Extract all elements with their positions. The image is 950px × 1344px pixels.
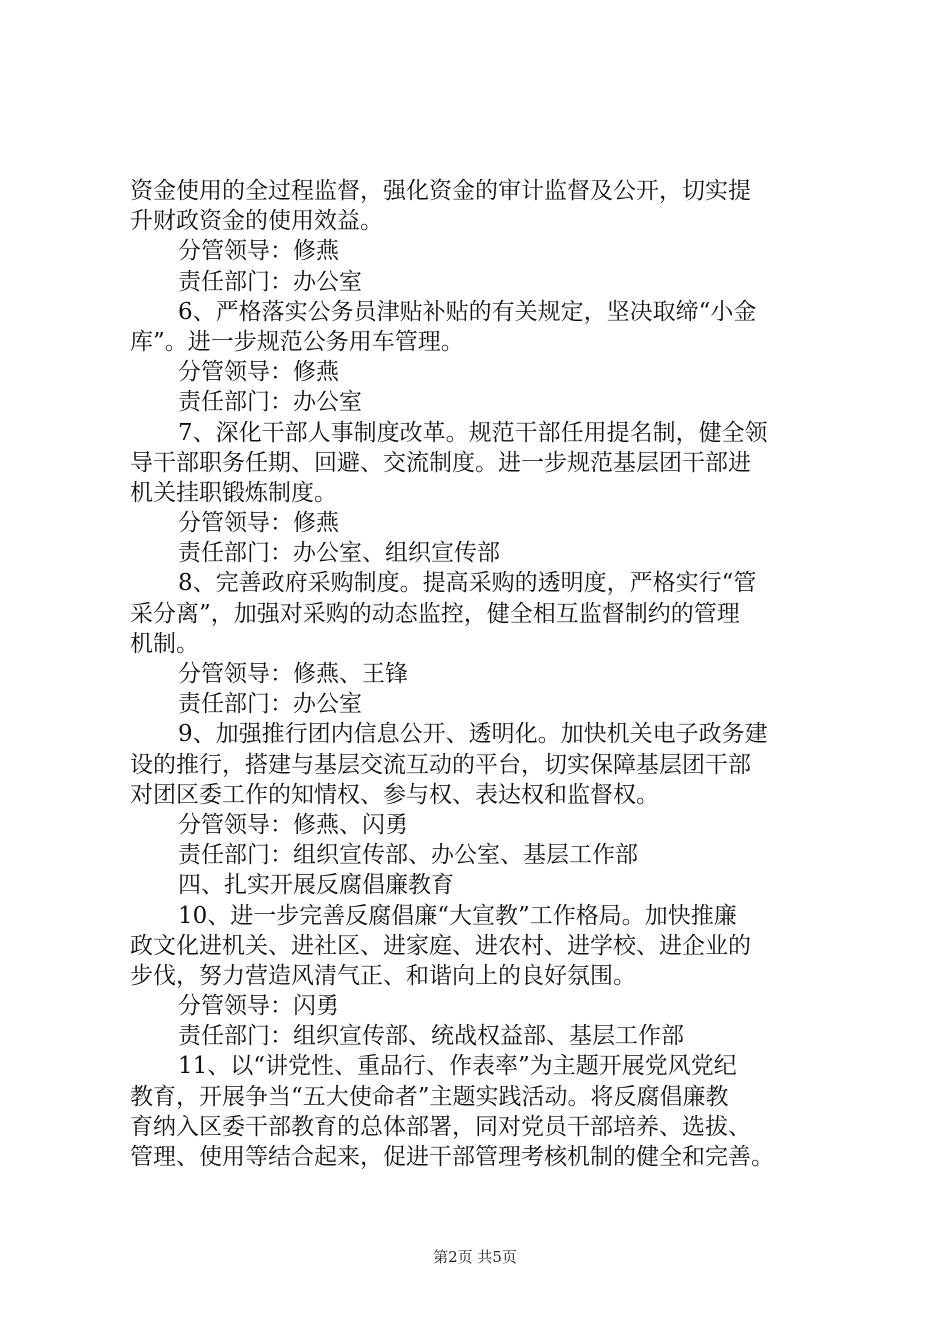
text-line: 责任部门：组织宣传部、办公室、基层工作部 bbox=[178, 842, 638, 869]
text-line: 8、完善政府采购制度。提高采购的透明度，严格实行“管 bbox=[178, 570, 757, 597]
text-line: 6、严格落实公务员津贴补贴的有关规定，坚决取缔“小金 bbox=[178, 298, 757, 325]
text-line: 设的推行，搭建与基层交流互动的平台，切实保障基层团干部 bbox=[130, 751, 751, 778]
text-line: 四、扎实开展反腐倡廉教育 bbox=[178, 872, 454, 899]
text-line: 教育，开展争当“五大使命者”主题实践活动。将反腐倡廉教 bbox=[130, 1083, 729, 1110]
text-line: 机关挂职锻炼制度。 bbox=[130, 479, 337, 506]
text-line: 责任部门：办公室 bbox=[178, 389, 362, 416]
text-line: 管理、使用等结合起来，促进干部管理考核机制的健全和完善。 bbox=[130, 1144, 774, 1170]
text-line: 责任部门：办公室、组织宣传部 bbox=[178, 540, 500, 567]
text-line: 责任部门：办公室 bbox=[178, 268, 362, 295]
text-line: 分管领导：修燕 bbox=[178, 238, 339, 265]
text-line: 分管领导：修燕 bbox=[178, 359, 339, 386]
text-line: 9、加强推行团内信息公开、透明化。加快机关电子政务建 bbox=[178, 721, 768, 748]
text-line: 对团区委工作的知情权、参与权、表达权和监督权。 bbox=[130, 781, 659, 808]
text-line: 机制。 bbox=[130, 630, 199, 657]
text-line: 7、深化干部人事制度改革。规范干部任用提名制，健全领 bbox=[178, 419, 768, 446]
document-body bbox=[130, 176, 830, 1172]
text-line: 分管领导：修燕、闪勇 bbox=[178, 811, 408, 838]
text-line: 库”。进一步规范公务用车管理。 bbox=[130, 328, 464, 355]
text-line: 育纳入区委干部教育的总体部署，同对党员干部培养、选拔、 bbox=[130, 1113, 751, 1140]
text-line: 分管领导：修燕 bbox=[178, 510, 339, 537]
text-line: 10、进一步完善反腐倡廉“大宣教”工作格局。加快推廉 bbox=[178, 902, 737, 929]
text-line: 步伐，努力营造风清气正、和谐向上的良好氛围。 bbox=[130, 962, 636, 989]
text-line: 责任部门：组织宣传部、统战权益部、基层工作部 bbox=[178, 1023, 684, 1050]
text-line: 升财政资金的使用效益。 bbox=[130, 208, 383, 235]
text-line: 11、以“讲党性、重品行、作表率”为主题开展党风党纪 bbox=[178, 1053, 737, 1080]
text-line: 导干部职务任期、回避、交流制度。进一步规范基层团干部进 bbox=[130, 449, 751, 476]
text-line: 采分离”，加强对采购的动态监控，健全相互监督制约的管理 bbox=[130, 600, 740, 627]
text-line: 资金使用的全过程监督，强化资金的审计监督及公开，切实提 bbox=[130, 178, 751, 204]
text-line: 政文化进机关、进社区、进家庭、进农村、进学校、进企业的 bbox=[130, 932, 751, 959]
text-line: 分管领导：修燕、王锋 bbox=[178, 661, 408, 687]
text-line: 分管领导：闪勇 bbox=[178, 993, 339, 1020]
page-number-footer: 第2页 共5页 bbox=[433, 1248, 517, 1266]
text-line: 责任部门：办公室 bbox=[178, 691, 362, 718]
